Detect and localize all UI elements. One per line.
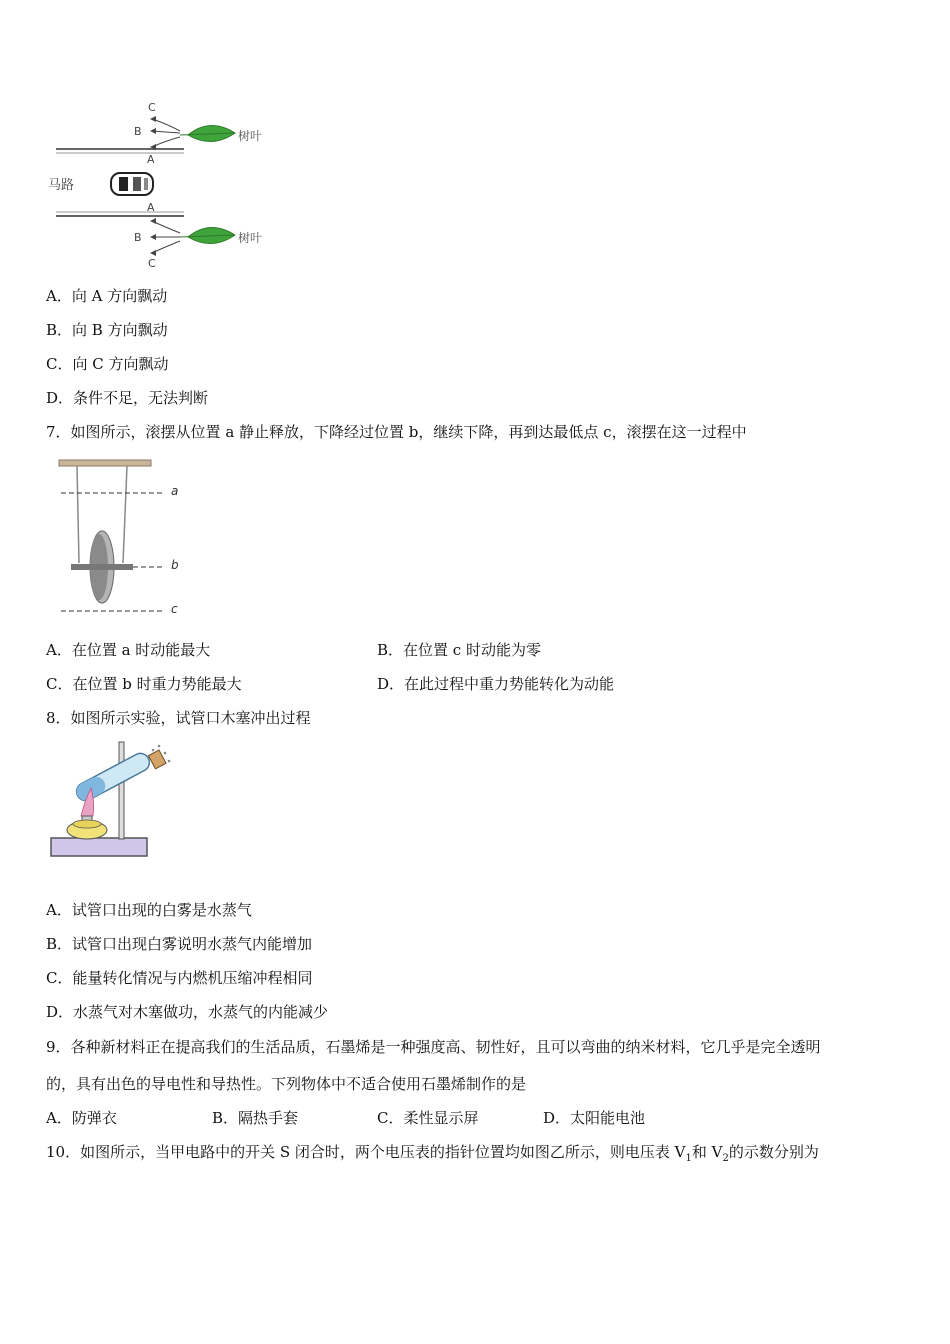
- q9-option-a: A．防弹衣: [46, 1109, 117, 1127]
- q10-subscript-1: 1: [685, 1153, 692, 1164]
- point-b-top: B: [134, 125, 142, 138]
- q7-option-c: C．在位置 b 时重力势能最大: [46, 675, 242, 693]
- q6-option-b: B．向 B 方向飘动: [46, 321, 168, 339]
- q7-maxwell-wheel-figure: [55, 455, 195, 620]
- q8-option-c: C．能量转化情况与内燃机压缩冲程相同: [46, 969, 313, 987]
- stand-base: [51, 838, 147, 856]
- q8-test-tube-figure: [45, 738, 175, 863]
- test-tube-diagram: [45, 738, 175, 863]
- point-b-bottom: B: [134, 231, 142, 244]
- q8-option-a: A．试管口出现的白雾是水蒸气: [46, 901, 252, 919]
- stand-rod: [119, 742, 124, 839]
- arrow-head-top-c: [150, 116, 156, 122]
- label-b: b: [171, 558, 179, 572]
- q7-option-a: A．在位置 a 时动能最大: [46, 641, 211, 659]
- car-icon: [111, 173, 153, 195]
- flow-arrows-top: [152, 119, 180, 147]
- flow-arrows-bottom: [152, 221, 180, 253]
- arrow-head-top-b: [150, 128, 156, 134]
- q7-option-b: B．在位置 c 时动能为零: [377, 641, 541, 659]
- q9-option-c: C．柔性显示屏: [377, 1109, 479, 1127]
- q9-stem-line2: 的，具有出色的导电性和导热性。下列物体中不适合使用石墨烯制作的是: [46, 1075, 527, 1093]
- q10-stem-prefix: 10．如图所示，当甲电路中的开关 S 闭合时，两个电压表的指针位置均如图乙所示，则电压表 V: [46, 1143, 686, 1161]
- q6-option-d: D．条件不足，无法判断: [46, 389, 209, 407]
- q10-subscript-2: 2: [722, 1153, 729, 1164]
- point-c-bottom: C: [148, 257, 156, 270]
- q8-option-d: D．水蒸气对木塞做功，水蒸气的内能减少: [46, 1003, 329, 1021]
- leaf-label-top: 树叶: [238, 129, 263, 143]
- q8-stem: 8．如图所示实验，试管口木塞冲出过程: [46, 709, 311, 727]
- q8-option-b: B．试管口出现白雾说明水蒸气内能增加: [46, 935, 313, 953]
- point-a-top: A: [147, 153, 155, 166]
- q10-stem: [46, 1142, 819, 1169]
- label-c: c: [171, 602, 178, 616]
- string-right: [123, 466, 127, 563]
- leaf-icon-top: [180, 125, 235, 141]
- ceiling-bar: [59, 460, 151, 466]
- string-left: [77, 466, 79, 563]
- q6-option-c: C．向 C 方向飘动: [46, 355, 169, 373]
- test-tube-icon: [73, 750, 152, 803]
- road-diagram: [40, 95, 280, 270]
- arrow-head-bottom-c: [150, 250, 156, 256]
- road-label: 马路: [48, 178, 75, 193]
- label-a: a: [171, 484, 179, 498]
- q9-stem-line1: 9．各种新材料正在提高我们的生活品质，石墨烯是一种强度高、韧性好，且可以弯曲的纳米材料，它几乎是完全透明: [46, 1038, 821, 1056]
- q7-option-d: D．在此过程中重力势能转化为动能: [377, 675, 615, 693]
- cork-icon: [148, 750, 166, 769]
- alcohol-lamp-icon: [67, 816, 107, 839]
- point-c-top: C: [148, 101, 156, 114]
- leaf-icon-bottom: [180, 227, 235, 243]
- leaf-label-bottom: 树叶: [238, 231, 263, 245]
- q7-stem: 7．如图所示，滚摆从位置 a 静止释放，下降经过位置 b，继续下降，再到达最低点 c，滚摆在这一过程中: [46, 423, 747, 441]
- q9-option-d: D．太阳能电池: [543, 1109, 646, 1127]
- point-a-bottom: A: [147, 201, 155, 214]
- maxwell-wheel-diagram: [55, 455, 195, 620]
- arrow-head-bottom-b: [150, 234, 156, 240]
- q9-option-b: B．隔热手套: [212, 1109, 299, 1127]
- q10-stem-suffix: 的示数分别为: [728, 1143, 819, 1161]
- arrow-head-bottom-a: [150, 218, 156, 224]
- q10-stem-mid: 和 V: [691, 1143, 723, 1161]
- q6-option-a: A．向 A 方向飘动: [46, 287, 168, 305]
- q6-road-leaf-figure: [40, 95, 280, 270]
